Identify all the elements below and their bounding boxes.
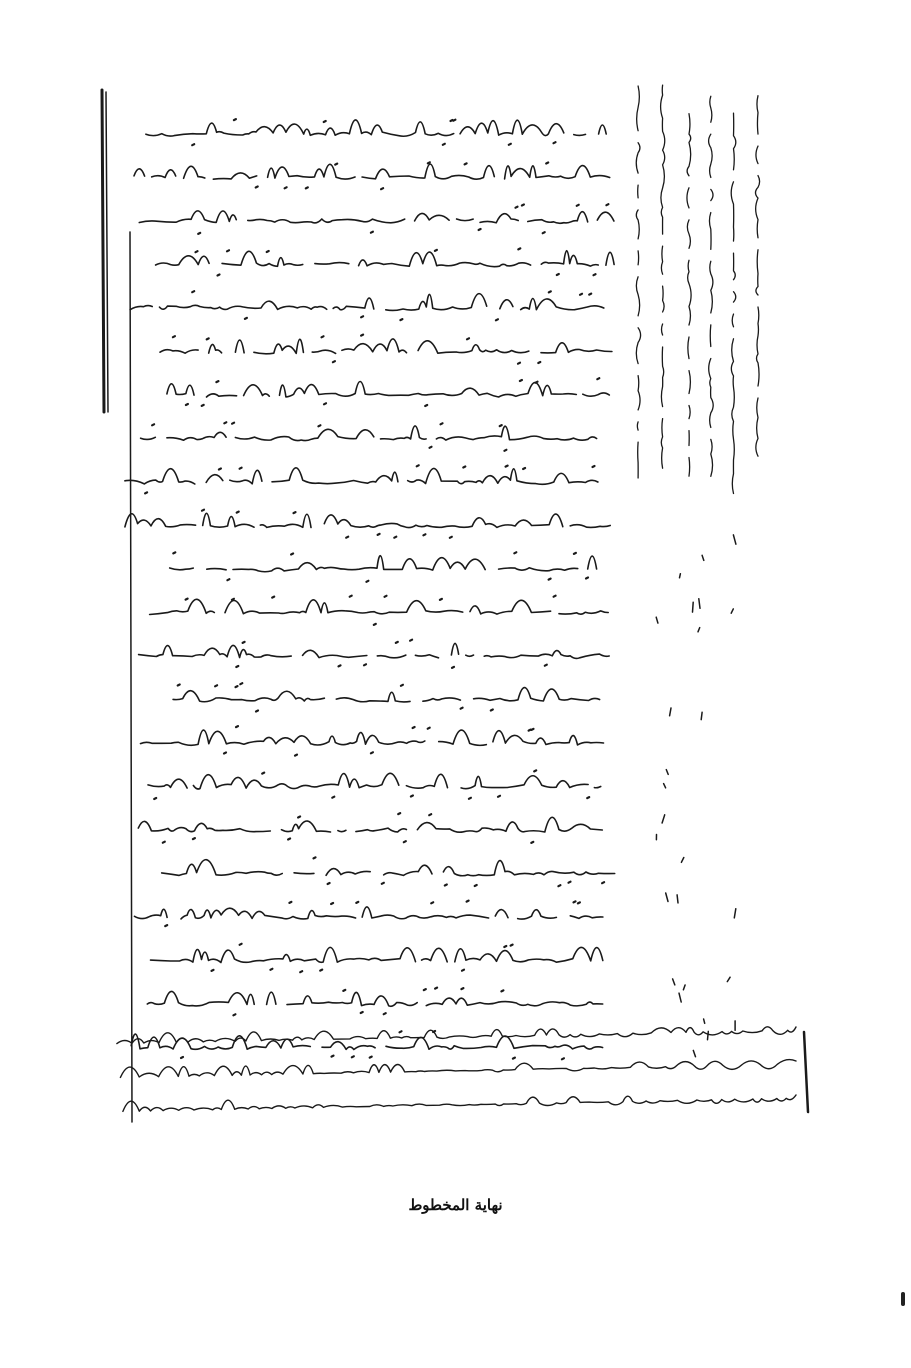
diacritic-dot [453,120,455,121]
handwritten-line [162,860,615,876]
diacritic-dot [451,120,453,121]
diacritic-dot [586,578,588,579]
diacritic-dot [534,770,536,771]
marginal-note [709,96,714,476]
diacritic-dot [371,232,373,233]
handwritten-line [151,947,603,962]
diacritic-dot [232,423,234,424]
diacritic-dot [361,316,363,317]
diacritic-dot [425,405,427,406]
margin-rule [130,232,132,1122]
diacritic-dot [324,403,326,404]
diacritic-dot [557,274,559,275]
footer-label: نهاية المخطوط [408,1196,503,1214]
diacritic-dot [496,319,498,320]
diacritic-dot [498,796,500,797]
margin-mark [662,815,665,823]
diacritic-dot [152,424,154,425]
diacritic-dot [256,711,258,712]
margin-mark [708,1031,709,1039]
diacritic-dot [291,554,293,555]
diacritic-dot [198,233,200,234]
scan-edge-mark [901,1292,905,1306]
diacritic-dot [193,838,195,839]
diacritic-dot [467,338,469,339]
diacritic-dot [237,512,239,513]
diacritic-dot [202,510,204,511]
diacritic-dot [243,642,245,643]
diacritic-dot [504,450,506,451]
handwritten-line [125,468,598,485]
diacritic-dot [332,797,334,798]
diacritic-dot [192,144,194,145]
diacritic-dot [475,885,477,886]
diacritic-dot [356,902,358,903]
diacritic-dot [554,142,556,143]
diacritic-dot [445,885,447,886]
handwritten-line [138,817,602,832]
diacritic-dot [597,378,599,379]
diacritic-dot [522,205,524,206]
diacritic-dot [404,841,406,842]
diacritic-dot [212,970,214,971]
diacritic-dot [435,988,437,989]
margin-mark [681,858,683,863]
diacritic-dot [236,726,238,727]
diacritic-dot [236,666,238,667]
diacritic-dot [332,1056,334,1057]
diacritic-dot [366,581,368,582]
handwritten-line [156,251,614,267]
diacritic-dot [240,944,242,945]
diacritic-dot [262,773,264,774]
diacritic-dot [381,188,383,189]
diacritic-dot [501,990,503,991]
marginal-note [661,85,665,468]
diacritic-dot [370,1057,372,1058]
handwritten-line [139,211,614,223]
handwritten-line [146,120,606,136]
diacritic-dot [288,839,290,840]
margin-mark [731,609,733,613]
diacritic-dot [430,447,432,448]
diacritic-dot [520,380,522,381]
diacritic-dot [417,465,419,466]
margin-mark [734,909,736,918]
handwritten-line [141,730,604,745]
diacritic-dot [558,885,560,886]
diacritic-dot [186,404,188,405]
handwritten-line [139,643,609,658]
marginal-note [636,86,640,478]
diacritic-dot [589,294,591,295]
diacritic-dot [440,599,442,600]
diacritic-dot [298,817,300,818]
diacritic-dot [401,685,403,686]
diacritic-dot [218,275,220,276]
diacritic-dot [400,1031,402,1032]
diacritic-dot [587,797,589,798]
margin-mark [704,1019,705,1023]
diacritic-dot [343,990,345,991]
diacritic-dot [511,945,513,946]
diacritic-dot [207,338,209,339]
diacritic-dot [256,187,258,188]
diacritic-dot [518,363,520,364]
diacritic-dot [546,163,548,164]
handwritten-line [150,599,609,614]
diacritic-dot [429,814,431,815]
margin-rule [804,1032,808,1112]
diacritic-dot [574,553,576,554]
diacritic-dot [536,382,538,383]
diacritic-dot [423,534,425,535]
diacritic-dot [504,946,506,947]
handwritten-line [130,294,604,311]
margin-mark [693,602,694,612]
margin-mark [666,893,668,902]
diacritic-dot [554,596,556,597]
diacritic-dot [300,971,302,972]
diacritic-dot [441,423,443,424]
diacritic-dot [602,882,604,883]
diacritic-dot [396,642,398,643]
diacritic-dot [270,969,272,970]
handwritten-line [147,991,602,1006]
handwritten-line [135,907,603,919]
margin-mark [666,770,668,775]
diacritic-dot [428,162,430,163]
diacritic-dot [452,667,454,668]
diacritic-dot [410,640,412,641]
diacritic-dot [465,163,467,164]
diacritic-dot [516,207,518,208]
diacritic-dot [333,361,335,362]
diacritic-dot [289,902,291,903]
marginal-note [731,113,736,505]
diacritic-dot [549,579,551,580]
diacritic-dot [461,988,463,989]
diacritic-dot [233,1014,235,1015]
diacritic-dot [154,798,156,799]
diacritic-dot [394,537,396,538]
diacritic-dot [361,335,363,336]
margin-mark [656,617,658,623]
diacritic-dot [352,1056,354,1057]
marginal-note [687,114,691,477]
diacritic-dot [518,248,520,249]
margin-rule [106,92,108,412]
diacritic-dot [272,597,274,598]
diacritic-dot [145,492,147,493]
diacritic-dot [173,336,175,337]
diacritic-dot [491,710,493,711]
handwritten-line [134,164,610,179]
diacritic-dot [545,665,547,666]
diacritic-dot [577,205,579,206]
diacritic-dot [398,813,400,814]
bottom-note-line [117,1027,796,1044]
diacritic-dot [469,798,471,799]
diacritic-dot [267,251,269,252]
diacritic-dot [479,229,481,230]
margin-mark [670,708,671,716]
diacritic-dot [240,683,242,684]
diacritic-dot [523,468,525,469]
diacritic-dot [384,1013,386,1014]
diacritic-dot [324,121,326,122]
diacritic-dot [328,883,330,884]
diacritic-dot [224,753,226,754]
diacritic-dot [593,466,595,467]
diacritic-dot [306,187,308,188]
diacritic-dot [232,599,234,600]
diacritic-dot [450,537,452,538]
margin-mark [698,628,700,632]
diacritic-dot [196,251,198,252]
diacritic-dot [202,405,204,406]
diacritic-dot [594,274,596,275]
bottom-note-line [123,1095,796,1111]
diacritic-dot [178,685,180,686]
diacritic-dot [285,187,287,188]
diacritic-dot [461,708,463,709]
marginal-note [756,96,760,457]
diacritic-dot [578,902,580,903]
diacritic-dot [506,466,508,467]
diacritic-dot [580,294,582,295]
diacritic-dot [431,902,433,903]
diacritic-dot [514,552,516,553]
diacritic-dot [378,534,380,535]
diacritic-dot [224,422,226,423]
manuscript-scan [96,72,816,1132]
diacritic-dot [371,752,373,753]
diacritic-dot [509,144,511,145]
bottom-note-line [120,1060,796,1078]
handwritten-text [96,72,816,1132]
diacritic-dot [435,250,437,251]
diacritic-dot [569,882,571,883]
diacritic-dot [215,685,217,686]
margin-rule [102,90,104,412]
diacritic-dot [173,552,175,553]
diacritic-dot [227,579,229,580]
margin-mark [677,895,678,903]
diacritic-dot [543,232,545,233]
diacritic-dot [163,842,165,843]
diacritic-dot [606,204,608,205]
diacritic-dot [331,903,333,904]
diacritic-dot [428,728,430,729]
diacritic-dot [240,468,242,469]
diacritic-dot [165,925,167,926]
margin-mark [683,985,685,990]
margin-mark [679,993,681,1002]
diacritic-dot [532,729,534,730]
diacritic-dot [411,796,413,797]
diacritic-dot [227,250,229,251]
diacritic-dot [462,970,464,971]
diacritic-dot [314,857,316,858]
diacritic-dot [294,512,296,513]
diacritic-dot [413,727,415,728]
diacritic-dot [424,989,426,990]
diacritic-dot [361,1012,363,1013]
diacritic-dot [181,1057,183,1058]
handwritten-line [163,688,600,702]
diacritic-dot [234,119,236,120]
margin-mark [673,979,675,985]
diacritic-dot [186,599,188,600]
diacritic-dot [245,318,247,319]
diacritic-dot [335,164,337,165]
diacritic-dot [385,596,387,597]
diacritic-dot [400,319,402,320]
margin-mark [664,784,666,788]
diacritic-dot [320,970,322,971]
diacritic-dot [322,336,324,337]
diacritic-dot [500,425,502,426]
diacritic-dot [382,883,384,884]
margin-mark [733,535,736,544]
margin-mark [701,712,702,719]
diacritic-dot [216,381,218,382]
diacritic-dot [374,624,376,625]
margin-mark [680,574,681,578]
diacritic-dot [318,425,320,426]
margin-mark [699,599,700,609]
diacritic-dot [192,291,194,292]
diacritic-dot [549,291,551,292]
diacritic-dot [295,755,297,756]
handwritten-line [167,381,609,397]
diacritic-dot [346,537,348,538]
diacritic-dot [467,901,469,902]
handwritten-line [148,773,601,789]
handwritten-line [141,426,597,441]
margin-mark [693,1050,695,1056]
diacritic-dot [219,469,221,470]
diacritic-dot [513,1058,515,1059]
diacritic-dot [574,901,576,902]
diacritic-dot [562,1058,564,1059]
handwritten-line [160,339,612,354]
diacritic-dot [538,362,540,363]
diacritic-dot [529,730,531,731]
diacritic-dot [339,665,341,666]
diacritic-dot [443,144,445,145]
handwritten-line [161,556,597,572]
diacritic-dot [463,467,465,468]
margin-mark [702,555,704,560]
diacritic-dot [350,596,352,597]
diacritic-dot [531,842,533,843]
diacritic-dot [236,686,238,687]
margin-mark [727,977,730,981]
handwritten-line [125,513,610,527]
diacritic-dot [364,664,366,665]
